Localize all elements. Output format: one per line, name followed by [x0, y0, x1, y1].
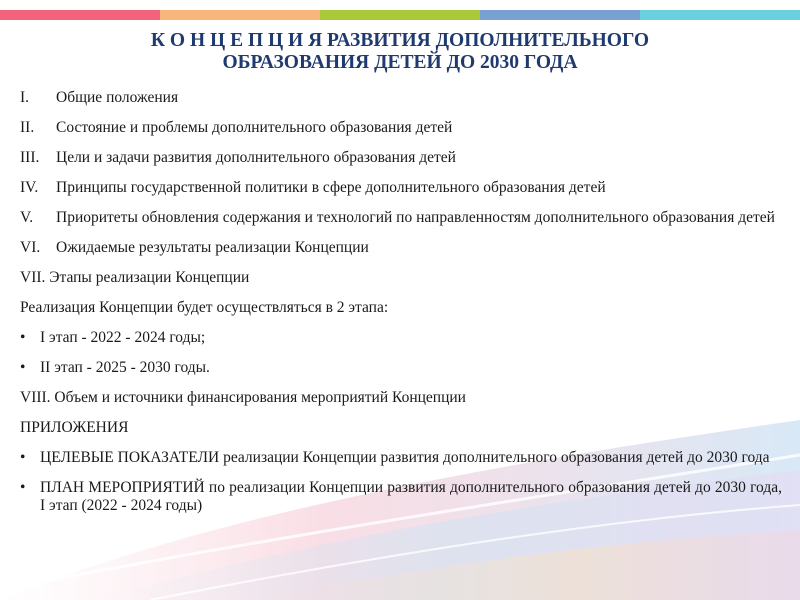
section-text: Ожидаемые результаты реализации Концепции [56, 239, 369, 256]
section-item [20, 209, 782, 227]
section-text: Общие положения [56, 89, 179, 106]
stage-text: I этап - 2022 - 2024 годы; [40, 329, 206, 346]
section-number: VI. [20, 239, 41, 256]
section-number: II. [20, 119, 35, 136]
section-7: VII. Этапы реализации Концепции [20, 269, 250, 286]
section-text: Цели и задачи развития дополнительного образования детей [56, 149, 456, 166]
appendix-text: ПЛАН МЕРОПРИЯТИЙ по реализации Концепции развития дополнительного образования детей до 2030 года, I этап (2022 - 2024 годы) [40, 479, 782, 514]
bullet-icon: • [20, 359, 26, 376]
content [20, 89, 782, 527]
title-line-2: ОБРАЗОВАНИЯ ДЕТЕЙ ДО 2030 ГОДА [222, 52, 578, 73]
section-text: Принципы государственной политики в сфере дополнительного образования детей [56, 179, 606, 196]
stage-item [20, 329, 782, 347]
appendix-item [20, 479, 782, 515]
appendix-heading: ПРИЛОЖЕНИЯ [20, 419, 129, 436]
section-number: IV. [20, 179, 39, 196]
section-text: Состояние и проблемы дополнительного образования детей [56, 119, 453, 136]
bullet-icon: • [20, 329, 26, 346]
stage-item [20, 359, 782, 377]
section-number: I. [20, 89, 30, 106]
appendix-text: ЦЕЛЕВЫЕ ПОКАЗАТЕЛИ реализации Концепции развития дополнительного образования детей до 2030 года [40, 449, 770, 466]
section-number: V. [20, 209, 34, 226]
section-item [20, 89, 782, 107]
stages-intro: Реализация Концепции будет осуществляться в 2 этапа: [20, 299, 389, 316]
stage-text: II этап - 2025 - 2030 годы. [40, 359, 210, 376]
appendix-item [20, 449, 782, 467]
bullet-icon: • [20, 479, 26, 496]
bullet-icon: • [20, 449, 26, 466]
section-item [20, 239, 782, 257]
section-text: Приоритеты обновления содержания и технологий по направленностям дополнительного образования детей [56, 209, 775, 226]
title-line-1: К О Н Ц Е П Ц И Я РАЗВИТИЯ ДОПОЛНИТЕЛЬНОГО [150, 30, 650, 51]
section-item [20, 119, 782, 137]
section-item [20, 179, 782, 197]
section-number: III. [20, 149, 40, 166]
page-title [0, 30, 800, 74]
section-8: VIII. Объем и источники финансирования мероприятий Концепции [20, 389, 466, 406]
section-item [20, 149, 782, 167]
